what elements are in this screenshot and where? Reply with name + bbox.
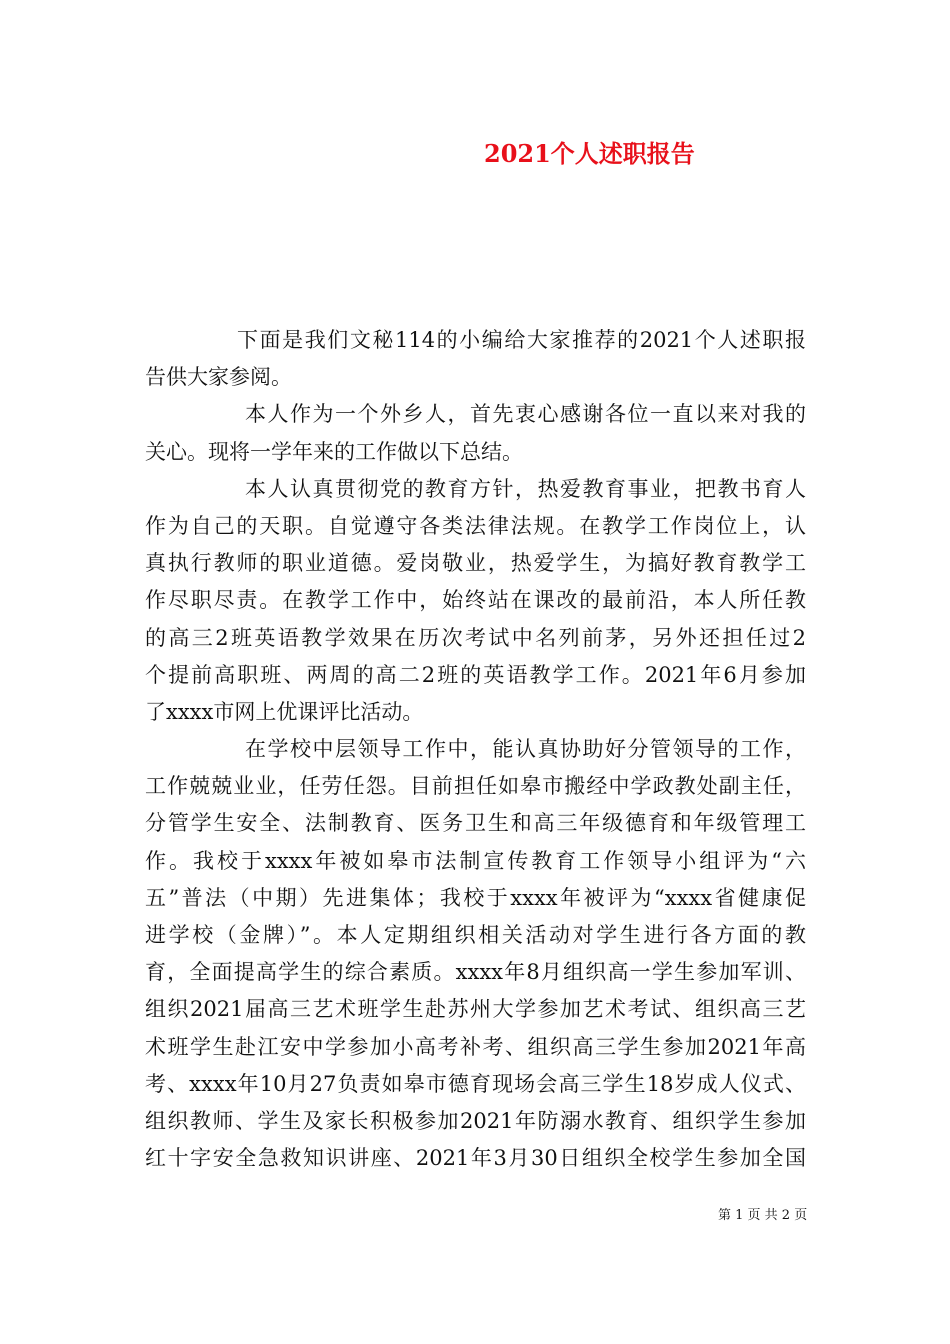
text-line: 工作兢兢业业，任劳任怨。目前担任如皋市搬经中学政教处副主任， (145, 774, 806, 799)
text-line: 本人认真贯彻党的教育方针，热爱教育事业，把教书育人 (245, 476, 806, 501)
text-line: 分管学生安全、法制教育、医务卫生和高三年级德育和年级管理工 (145, 811, 806, 836)
text-line: 育，全面提高学生的综合素质。xxxx年8月组织高一学生参加军训、 (145, 960, 806, 985)
text-line: 个提前高职班、两周的高二2班的英语教学工作。2021年6月参加 (145, 662, 806, 687)
document-title: 2021个人述职报告 (484, 139, 695, 168)
text-line: 了xxxx市网上优课评比活动。 (145, 699, 424, 724)
text-line: 告供大家参阅。 (145, 365, 292, 390)
text-line: 的高三2班英语教学效果在历次考试中名列前茅，另外还担任过2 (145, 625, 806, 650)
paragraph (145, 396, 806, 470)
page-number: 第 1 页 共 2 页 (718, 1208, 808, 1223)
text-line: 组织教师、学生及家长积极参加2021年防溺水教育、组织学生参加 (145, 1108, 806, 1133)
text-line: 红十字安全急救知识讲座、2021年3月30日组织全校学生参加全国 (145, 1146, 806, 1171)
text-line: 作为自己的天职。自觉遵守各类法律法规。在教学工作岗位上，认 (145, 513, 806, 538)
text-line: 作尽职尽责。在教学工作中，始终站在课改的最前沿，本人所任教 (145, 588, 806, 613)
text-line: 作。我校于xxxx年被如皋市法制宣传教育工作领导小组评为“六 (145, 848, 806, 873)
text-line: 在学校中层领导工作中，能认真协助好分管领导的工作， (245, 737, 806, 762)
text-line: 下面是我们文秘114的小编给大家推荐的2021个人述职报 (237, 328, 806, 352)
text-line: 术班学生赴江安中学参加小高考补考、组织高三学生参加2021年高 (145, 1034, 806, 1059)
text-line: 进学校（金牌）”。本人定期组织相关活动对学生进行各方面的教 (145, 923, 806, 947)
text-line: 五”普法（中期）先进集体；我校于xxxx年被评为“xxxx省健康促 (145, 885, 806, 910)
text-line: 考、xxxx年10月27负责如皋市德育现场会高三学生18岁成人仪式、 (145, 1071, 806, 1096)
text-line: 关心。现将一学年来的工作做以下总结。 (145, 439, 523, 464)
text-line: 组织2021届高三艺术班学生赴苏州大学参加艺术考试、组织高三艺 (145, 997, 806, 1022)
text-line: 真执行教师的职业道德。爱岗敬业，热爱学生，为搞好教育教学工 (145, 551, 806, 576)
paragraph (145, 471, 806, 731)
document-body (145, 322, 806, 1177)
text-line: 本人作为一个外乡人，首先衷心感谢各位一直以来对我的 (245, 402, 806, 427)
paragraph (145, 731, 806, 1177)
paragraph (145, 322, 806, 396)
